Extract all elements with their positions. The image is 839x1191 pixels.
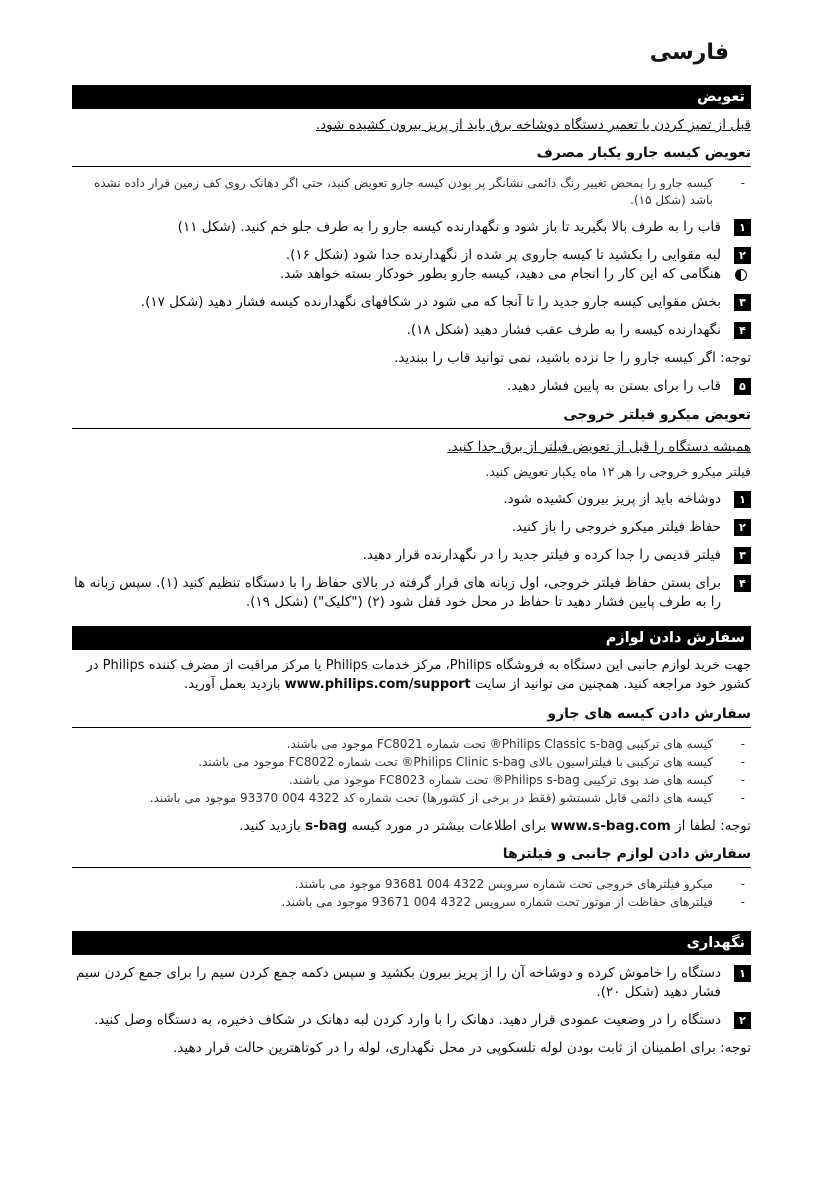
- list-item: - کیسه های دائمی قابل شستشو (فقط در برخی از کشورها) تحت شماره کد 4322 004 93370 موجود می باشند.: [149, 791, 745, 805]
- manual-page: [72, 30, 751, 1066]
- filter-intro: فیلتر میکرو خروجی را هر ۱۲ ماه یکبار تعویض کنید.: [485, 464, 751, 479]
- list-item: - کیسه های ترکیبی با فیلتراسیون بالای Philips Clinic s-bag® تحت شماره FC8022 موجود می باشند.: [198, 755, 745, 769]
- list-item: - میکرو فیلترهای خروجی تحت شماره سرویس 4322 004 93681 موجود می باشند.: [294, 877, 745, 891]
- step-5: ۵ قاب را برای بستن به پایین فشار دهید.: [72, 377, 751, 396]
- step-3: ۳ بخش مقوایی کیسه جارو جدید را تا آنجا که می شود در شکافهای نگهدارنده کیسه فشار دهید (شکل ۱۷).: [72, 293, 751, 312]
- storage-note: توجه: برای اطمینان از ثابت بودن لوله تلسکوپی در محل نگهداری، لوله را در کوتاهترین حالت قرار دهید.: [173, 1040, 751, 1056]
- list-item: - کیسه جارو را بمحض تغییر رنگ دائمی نشانگر پر بودن کیسه جارو تعویض کنید، حتی اگر دهانک روی کف زمین قرار داده نشده باشد (شکل ۱۵).: [94, 176, 745, 207]
- support-url: www.philips.com/support: [284, 677, 471, 692]
- subheading-ordering-bags: سفارش دادن کیسه های جارو: [72, 704, 751, 728]
- filter-step-2: ۲ حفاظ فیلتر میکرو خروجی را باز کنید.: [72, 518, 751, 537]
- bags-dash-list: [72, 736, 751, 807]
- list-item: - فیلترهای حفاظت از موتور تحت شماره سرویس 4322 004 93671 موجود می باشند.: [281, 895, 745, 909]
- step-2: ۲ لبه مقوایی را بکشید تا کیسه جاروی پر شده از نگهدارنده جدا شود (شکل ۱۶).: [72, 246, 751, 265]
- list-item: - کیسه های ترکیبی Philips Classic s-bag® تحت شماره FC8021 موجود می باشند.: [286, 737, 745, 751]
- accessories-dash-list: [72, 876, 751, 911]
- filter-unplug-warning: همیشه دستگاه را قبل از تعویض فیلتر از برق جدا کنید.: [447, 439, 751, 455]
- dust-bag-dash-list: [72, 175, 751, 209]
- filter-step-1: ۱ دوشاخه باید از پریز بیرون کشیده شود.: [72, 490, 751, 509]
- step-4: ۴ نگهدارنده کیسه را به طرف عقب فشار دهید (شکل ۱۸).: [72, 321, 751, 340]
- language-title: فارسی: [649, 40, 729, 65]
- filter-step-3: ۳ فیلتر قدیمی را جدا کرده و فیلتر جدید را در نگهدارنده قرار دهید.: [72, 546, 751, 565]
- filter-step-4: ۴ برای بستن حفاظ فیلتر خروجی، اول زبانه های قرار گرفته در بالای حفاظ را با دستگاه تنظیم کنید (۱). سپس زبانه ها را به طرف پایین فشار دهید تا حفاظ در محل خود قفل شود (۲) ("کلیک") (شکل ۱۹).: [72, 574, 751, 612]
- subheading-dust-bag: تعویض کیسه جارو یکبار مصرف: [72, 143, 751, 167]
- sbag-note: توجه: لطفا از www.s-bag.com برای اطلاعات بیشتر در مورد کیسه s-bag بازدید کنید.: [239, 818, 751, 834]
- subheading-micro-filter: تعویض میکرو فیلتر خروجی: [72, 405, 751, 429]
- step-1: ۱ قاب را به طرف بالا بگیرید تا باز شود و نگهدارنده کیسه جارو را به طرف جلو خم کنید. (شکل ۱۱): [72, 218, 751, 237]
- sbag-url: www.s-bag.com: [550, 818, 671, 834]
- section-heading-replacement: تعویض: [72, 85, 751, 109]
- half-circle-bullet-icon: [735, 269, 747, 281]
- section-heading-storage: نگهداری: [72, 931, 751, 955]
- list-item: - کیسه های ضد بوی ترکیبی Philips s-bag® تحت شماره FC8023 موجود می باشند.: [288, 773, 745, 787]
- section-heading-ordering: سفارش دادن لوازم: [72, 626, 751, 650]
- storage-step-1: ۱ دستگاه را خاموش کرده و دوشاخه آن را از پریز بیرون بکشید و سپس دکمه جمع کردن سیم را برای جمع کردن سیم فشار دهید (شکل ۲۰).: [72, 964, 751, 1002]
- storage-step-2: ۲ دستگاه را در وضعیت عمودی قرار دهید. دهانک را با وارد کردن لبه دهانک در شکاف ذخیره، به دستگاه وصل کنید.: [72, 1011, 751, 1030]
- bullet-auto-close: هنگامی که این کار را انجام می دهید، کیسه جارو بطور خودکار بسته خواهد شد.: [72, 265, 751, 284]
- unplug-warning: قبل از تمیز کردن یا تعمیر دستگاه دوشاخه برق باید از پریز بیرون کشیده شود.: [315, 117, 751, 133]
- note-bag-required: توجه: اگر کیسه جارو را جا نزده باشید، نمی توانید قاب را ببندید.: [394, 350, 751, 366]
- ordering-intro: جهت خرید لوازم جانبی این دستگاه به فروشگاه Philips، مرکز خدمات Philips یا مرکز مراقبت از مضرف کننده Philips در کشور خود مراجعه کنید. همچنین می توانید از سایت www.philips.com/support بازدید بعمل آورید.: [86, 658, 751, 692]
- subheading-ordering-accessories: سفارش دادن لوازم جانبی و فیلترها: [72, 844, 751, 868]
